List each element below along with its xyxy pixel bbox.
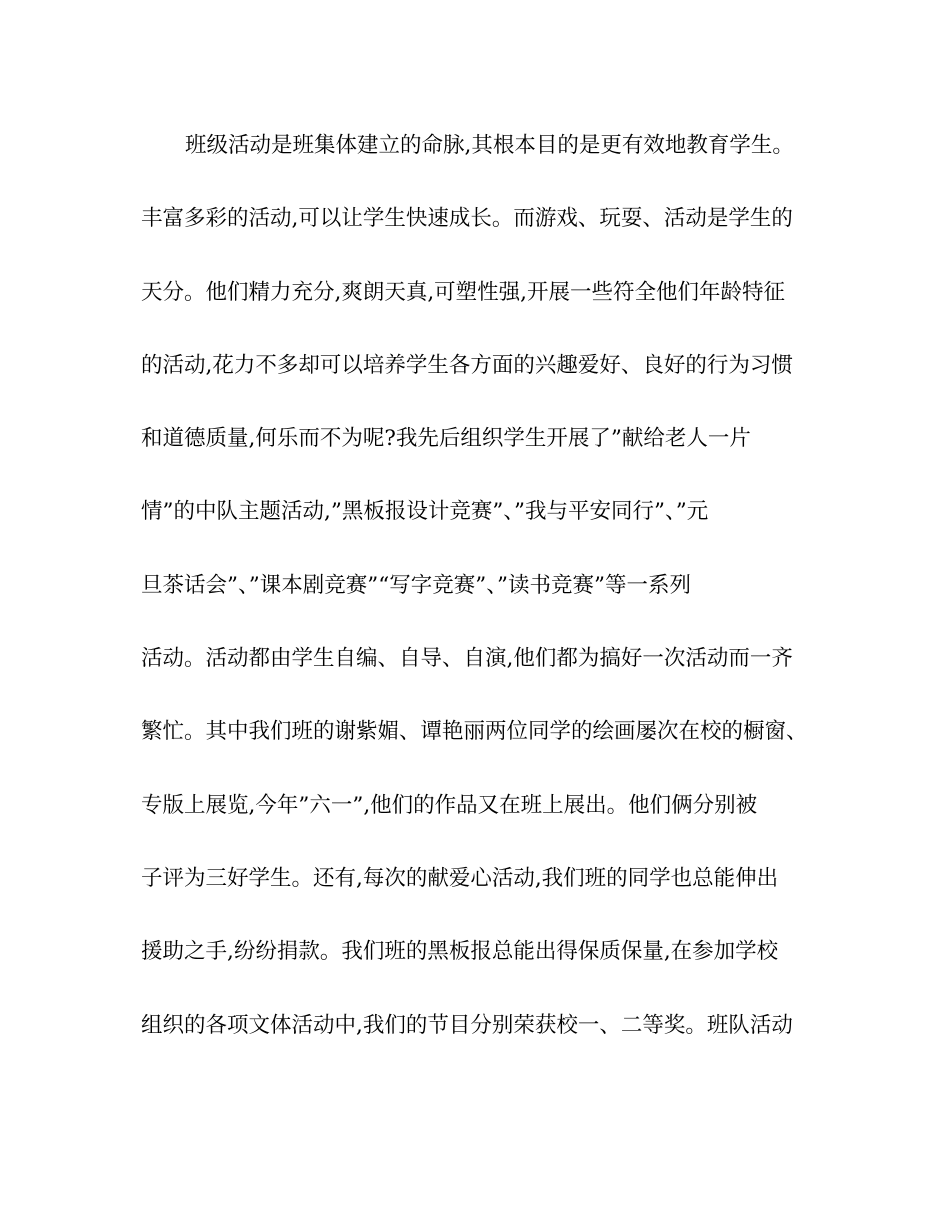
text-line: 活动。活动都由学生自编、自导、自演,他们都为搞好一次活动而一齐	[141, 646, 793, 672]
text-line: 组织的各项文体活动中,我们的节目分别荣获校一、二等奖。班队活动	[141, 1012, 793, 1038]
text-line: 旦茶话会”、”课本剧竞赛”“写字竞赛”、”读书竞赛”等一系列	[141, 572, 691, 598]
text-line: 援助之手,纷纷捐款。我们班的黑板报总能出得保质保量,在参加学校	[141, 939, 779, 965]
text-line: 专版上展览,今年”六一”,他们的作品又在班上展出。他们俩分别被	[141, 792, 758, 818]
text-line: 班级活动是班集体建立的命脉,其根本目的是更有效地教育学生。	[185, 133, 794, 158]
text-line: 繁忙。其中我们班的谢紫媚、谭艳丽两位同学的绘画屡次在校的橱窗、	[141, 719, 808, 745]
text-line: 的活动,花力不多却可以培养学生各方面的兴趣爱好、良好的行为习惯	[141, 352, 793, 378]
text-line: 天分。他们精力充分,爽朗天真,可塑性强,开展一些符全他们年龄特征	[141, 279, 786, 305]
body-paragraph	[141, 126, 806, 1079]
text-line: 子评为三好学生。还有,每次的献爱心活动,我们班的同学也总能伸出	[141, 865, 779, 891]
text-line: 丰富多彩的活动,可以让学生快速成长。而游戏、玩耍、活动是学生的	[141, 206, 793, 232]
text-line: 情”的中队主题活动,”黑板报设计竞赛”、”我与平安同行”、”元	[141, 499, 709, 525]
text-line: 和道德质量,何乐而不为呢?我先后组织学生开展了”献给老人一片	[141, 426, 751, 452]
